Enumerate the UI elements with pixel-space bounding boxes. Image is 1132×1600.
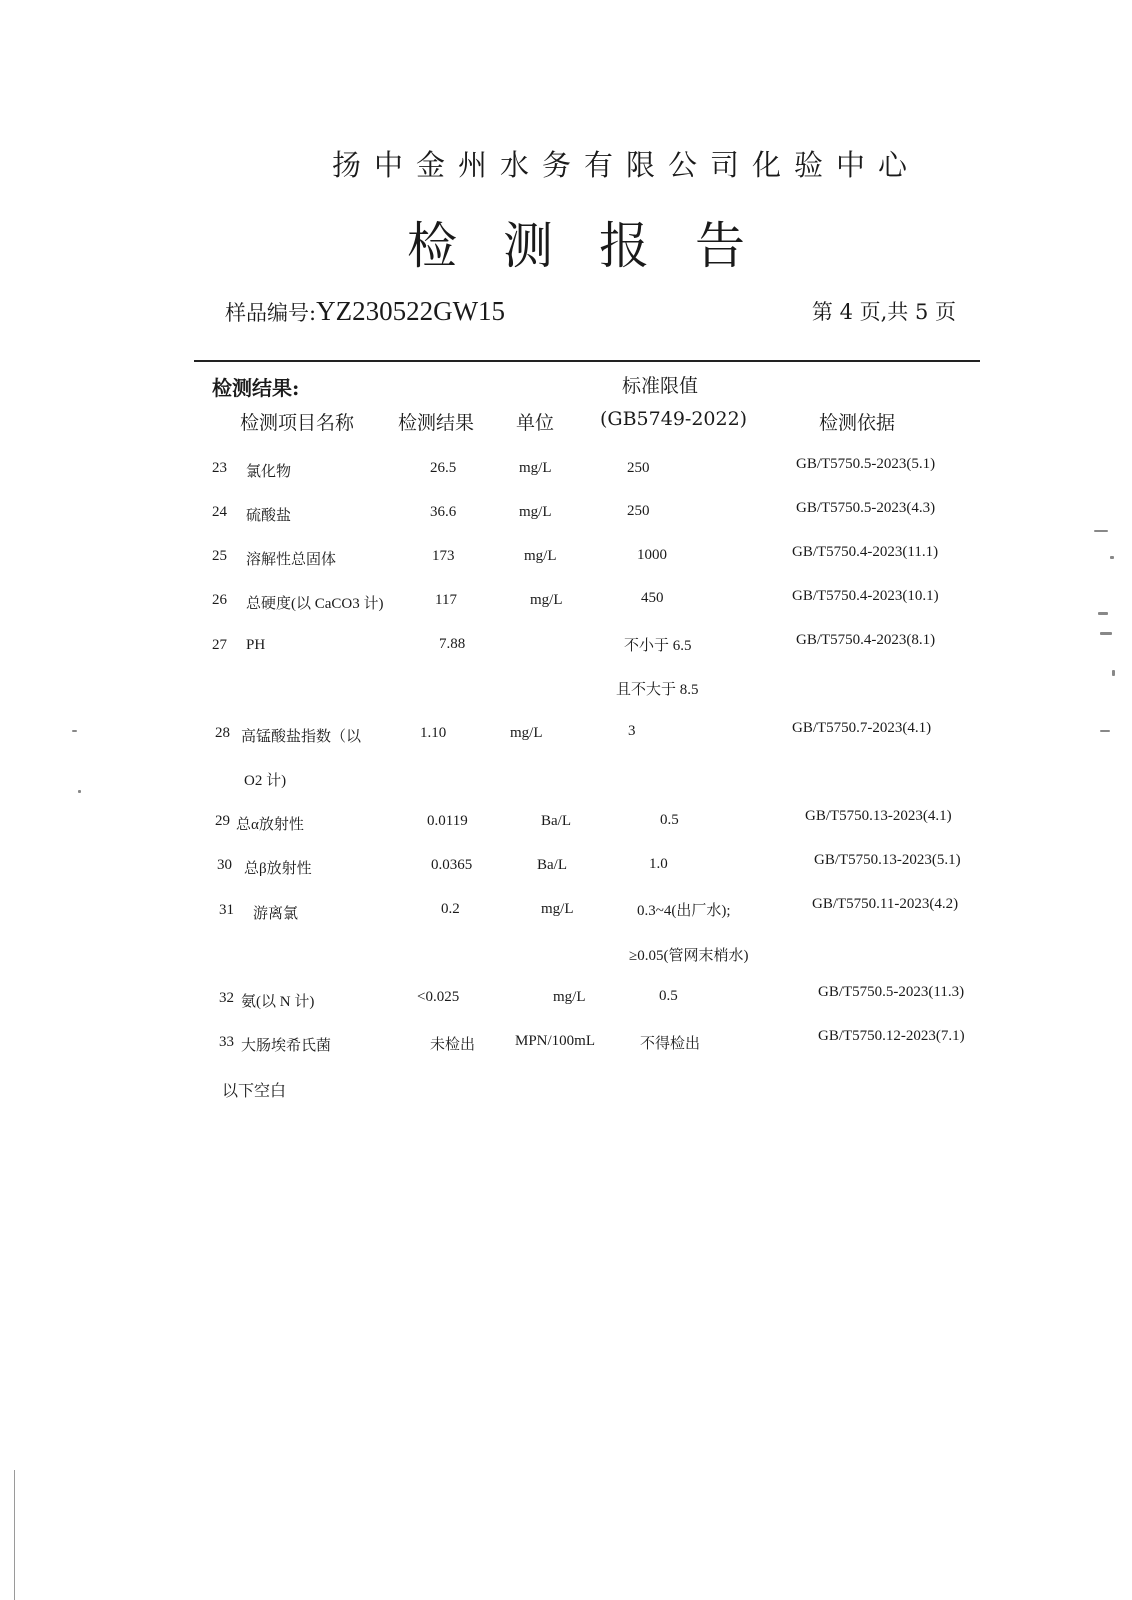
- row-29-limit: 0.5: [660, 812, 679, 828]
- row-31-method: GB/T5750.11-2023(4.2): [812, 896, 959, 912]
- row-28-result: 1.10: [420, 725, 447, 741]
- row-31-num: 31: [219, 902, 234, 918]
- row-30-method: GB/T5750.13-2023(5.1): [814, 852, 961, 868]
- scan-edge-line: [14, 1470, 15, 1600]
- scan-speck: [1100, 730, 1110, 732]
- column-header-method: 检测依据: [819, 412, 896, 434]
- header-divider: [194, 360, 980, 362]
- page-info: 第 4 页,共 5 页: [811, 300, 956, 324]
- row-28-name: 高锰酸盐指数（以: [241, 729, 362, 745]
- row-25-name: 溶解性总固体: [246, 552, 337, 568]
- row-24-unit: mg/L: [519, 504, 552, 520]
- scan-speck: [1112, 670, 1115, 676]
- row-28-limit: 3: [628, 723, 636, 739]
- row-31-limit: 0.3~4(出厂水);: [637, 903, 731, 919]
- row-29-num: 29: [215, 813, 230, 829]
- row-31-name: 游离氯: [253, 906, 299, 922]
- row-33-unit: MPN/100mL: [515, 1033, 596, 1049]
- row-28-unit: mg/L: [510, 725, 543, 741]
- sample-number-label: 样品编号:: [225, 301, 317, 325]
- row-24-result: 36.6: [430, 504, 457, 520]
- row-33-name: 大肠埃希氏菌: [241, 1038, 332, 1054]
- footer-note: 以下空白: [222, 1081, 287, 1100]
- sample-number: [225, 296, 505, 327]
- row-33-method: GB/T5750.12-2023(7.1): [818, 1028, 965, 1044]
- column-header-item-name: 检测项目名称: [240, 412, 355, 434]
- scan-speck: [1110, 556, 1114, 559]
- row-29-unit: Ba/L: [541, 813, 571, 829]
- row-23-limit: 250: [627, 460, 650, 476]
- column-header-standard: (GB5749-2022): [600, 408, 748, 430]
- row-33-num: 33: [219, 1034, 234, 1050]
- row-23-unit: mg/L: [519, 460, 552, 476]
- row-29-method: GB/T5750.13-2023(4.1): [805, 808, 952, 824]
- row-25-unit: mg/L: [524, 548, 557, 564]
- scan-speck: [72, 730, 77, 732]
- row-24-num: 24: [212, 504, 227, 520]
- scan-speck: [1098, 612, 1108, 615]
- row-26-result: 117: [435, 592, 457, 608]
- row-32-result: <0.025: [417, 989, 460, 1005]
- row-31-limit-line2: ≥0.05(管网末梢水): [629, 948, 749, 964]
- row-24-name: 硫酸盐: [246, 508, 292, 524]
- row-27-name: PH: [246, 637, 266, 653]
- row-27-num: 27: [212, 637, 227, 653]
- row-28-name-line2: O2 计): [244, 773, 287, 789]
- row-30-limit: 1.0: [649, 856, 668, 872]
- row-25-limit: 1000: [637, 547, 667, 563]
- row-28-num: 28: [215, 725, 230, 741]
- row-33-result: 未检出: [430, 1037, 476, 1053]
- row-26-unit: mg/L: [530, 592, 563, 608]
- row-27-limit-line2: 且不大于 8.5: [616, 682, 699, 698]
- row-29-result: 0.0119: [427, 813, 468, 829]
- row-30-num: 30: [217, 857, 232, 873]
- row-29-name: 总α放射性: [236, 817, 304, 833]
- row-30-name: 总β放射性: [244, 861, 312, 877]
- scan-speck: [1094, 530, 1108, 532]
- row-25-num: 25: [212, 548, 227, 564]
- row-27-limit: 不小于 6.5: [624, 638, 692, 654]
- row-32-limit: 0.5: [659, 988, 678, 1004]
- scan-speck: [1100, 632, 1112, 635]
- row-26-name: 总硬度(以 CaCO3 计): [246, 596, 384, 612]
- row-25-result: 173: [432, 548, 455, 564]
- row-24-limit: 250: [627, 503, 650, 519]
- row-32-method: GB/T5750.5-2023(11.3): [818, 984, 965, 1000]
- row-23-num: 23: [212, 460, 227, 476]
- row-23-result: 26.5: [430, 460, 457, 476]
- row-30-unit: Ba/L: [537, 857, 567, 873]
- row-25-method: GB/T5750.4-2023(11.1): [792, 544, 939, 560]
- row-32-name: 氨(以 N 计): [241, 994, 315, 1010]
- row-32-unit: mg/L: [553, 989, 586, 1005]
- row-27-method: GB/T5750.4-2023(8.1): [796, 632, 936, 648]
- row-23-method: GB/T5750.5-2023(5.1): [796, 456, 936, 472]
- row-24-method: GB/T5750.5-2023(4.3): [796, 500, 936, 516]
- scan-speck: [78, 790, 81, 793]
- row-30-result: 0.0365: [431, 857, 473, 873]
- section-label: 检测结果:: [212, 376, 300, 400]
- report-title: 检测报告: [407, 217, 791, 275]
- row-31-result: 0.2: [441, 901, 460, 917]
- row-23-name: 氯化物: [246, 464, 292, 480]
- organization-name: 扬中金州水务有限公司化验中心: [331, 148, 920, 182]
- column-header-unit: 单位: [516, 412, 555, 434]
- row-31-unit: mg/L: [541, 901, 574, 917]
- row-33-limit: 不得检出: [640, 1036, 701, 1052]
- row-26-limit: 450: [641, 590, 664, 606]
- row-32-num: 32: [219, 990, 234, 1006]
- row-28-method: GB/T5750.7-2023(4.1): [792, 720, 932, 736]
- row-27-result: 7.88: [439, 636, 466, 652]
- row-26-num: 26: [212, 592, 227, 608]
- standard-header-line1: 标准限值: [622, 375, 699, 397]
- row-26-method: GB/T5750.4-2023(10.1): [792, 588, 939, 604]
- sample-number-value: YZ230522GW15: [316, 296, 506, 326]
- column-header-result: 检测结果: [398, 412, 475, 434]
